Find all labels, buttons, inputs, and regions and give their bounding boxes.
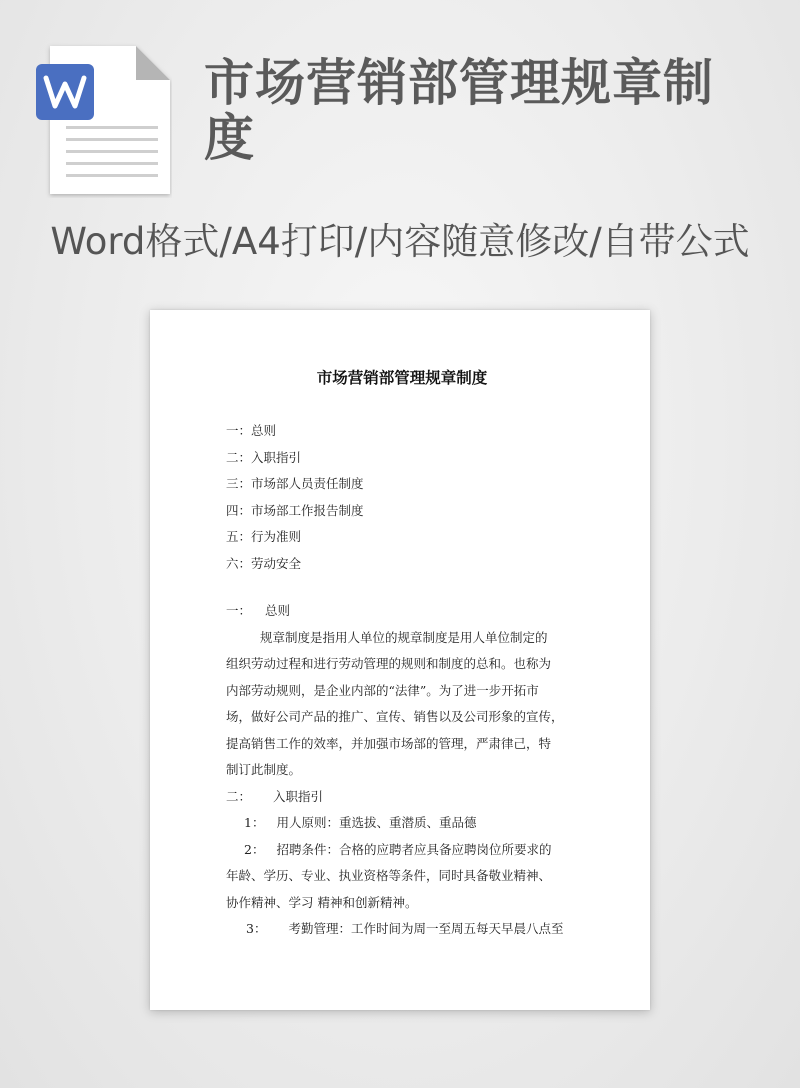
toc-item: 一：总则 <box>226 423 277 438</box>
paragraph-line: 场，做好公司产品的推广、宣传、销售以及公司形象的宣传， <box>226 709 564 724</box>
page-title: 市场营销部管理规章制度 <box>204 54 714 167</box>
section-number: 一： <box>226 603 252 618</box>
paragraph-line: 提高销售工作的效率，并加强市场部的管理，严肃律己，特 <box>226 735 552 751</box>
list-item-number: 1： <box>244 815 265 830</box>
toc-item: 二：入职指引 <box>226 449 302 465</box>
list-item <box>226 810 578 837</box>
toc-item: 六：劳动安全 <box>226 555 302 571</box>
list-item-number: 2： <box>244 841 265 857</box>
document-page <box>150 310 650 1010</box>
toc-item: 五：行为准则 <box>226 529 302 544</box>
section-onboarding <box>226 784 578 943</box>
list-item-number: 3： <box>246 921 267 936</box>
paragraph-line: 制订此制度。 <box>226 762 302 777</box>
section-heading-text: 总则 <box>265 603 291 618</box>
format-subtitle: Word格式/A4打印/内容随意修改/自带公式 <box>50 220 750 263</box>
section-general <box>226 598 578 784</box>
document-title: 市场营销部管理规章制度 <box>316 368 488 387</box>
table-of-contents <box>226 418 578 577</box>
list-item-text: 用人原则：重选拔、重潜质、重品德 <box>276 815 477 830</box>
paragraph-line: 年龄、学历、专业、执业资格等条件，同时具备敬业精神、 <box>226 868 552 883</box>
document-content <box>226 368 578 943</box>
section-heading-text: 入职指引 <box>273 788 324 804</box>
toc-item: 四：市场部工作报告制度 <box>226 502 364 518</box>
paragraph-line: 规章制度是指用人单位的规章制度是用人单位制定的 <box>260 629 548 645</box>
section-heading <box>226 598 578 625</box>
paragraph-line: 内部劳动规则，是企业内部的“法律”。为了进一步开拓市 <box>226 682 539 698</box>
section-number: 二： <box>226 788 252 804</box>
list-item <box>226 837 578 864</box>
word-file-icon <box>36 42 172 198</box>
paragraph-line: 组织劳动过程和进行劳动管理的规则和制度的总和。也称为 <box>226 656 552 671</box>
section-heading <box>226 784 578 811</box>
list-item <box>226 916 578 943</box>
list-item-text: 招聘条件：合格的应聘者应具备应聘岗位所要求的 <box>276 841 552 857</box>
list-item-text: 考勤管理：工作时间为周一至周五每天早晨八点至 <box>288 921 564 936</box>
toc-item: 三：市场部人员责任制度 <box>226 476 364 491</box>
paragraph-line: 协作精神、学习 精神和创新精神。 <box>226 894 418 910</box>
